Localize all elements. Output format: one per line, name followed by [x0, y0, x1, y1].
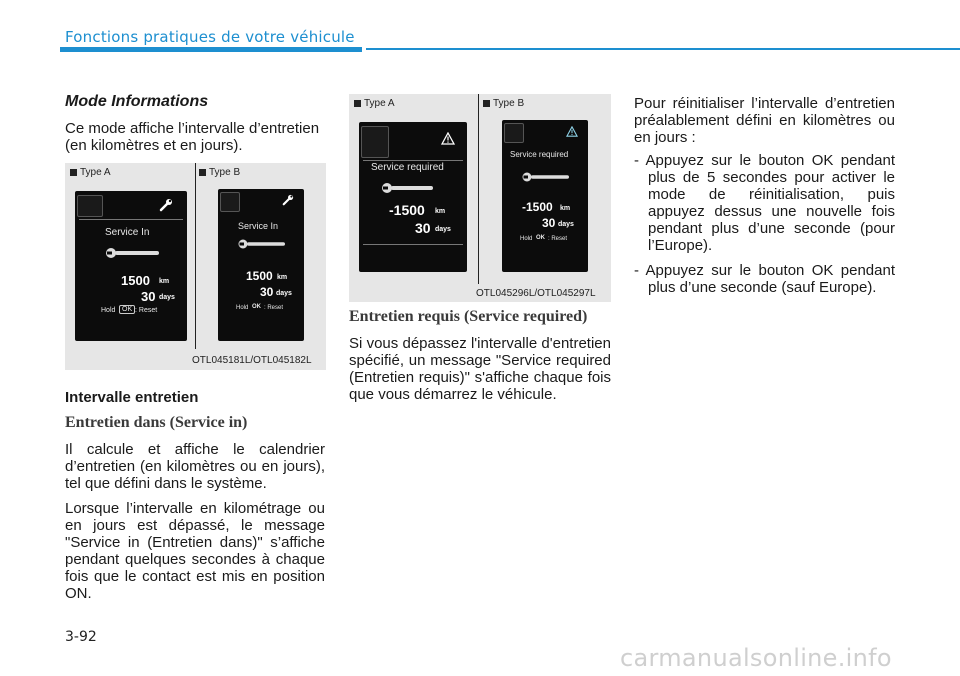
square-bullet-icon: [199, 169, 206, 176]
ok-badge: OK: [536, 235, 545, 241]
warning-triangle-icon: [441, 132, 455, 145]
service-required-title: Service required: [371, 162, 444, 173]
reset-intro-text: Pour réinitialiser l’intervalle d’entretien préalablement défini en kilomètres ou en jours :: [634, 95, 895, 146]
service-days-unit: days: [435, 226, 451, 233]
service-km-value: 1500: [121, 273, 150, 288]
service-days-unit: days: [558, 221, 574, 228]
watermark-text: carmanualsonline.info: [620, 644, 892, 672]
reset-text: : Reset: [264, 305, 284, 311]
figure-label-type-a: [354, 98, 395, 109]
service-days-unit: days: [276, 290, 292, 297]
figure-label-type-b: [199, 167, 240, 178]
maintenance-interval-heading: Intervalle entretien: [65, 389, 199, 406]
screen-separator: [363, 160, 463, 161]
square-bullet-icon: [70, 169, 77, 176]
header-rule-thin: [366, 48, 960, 50]
screen-indicator-box: [77, 195, 103, 217]
mode-intro-text: Ce mode affiche l’intervalle d’entretien (en kilomètres et en jours).: [65, 120, 320, 154]
right-column: [634, 95, 895, 304]
ok-badge: OK: [119, 305, 135, 314]
reset-step-non-europe: - Appuyez sur le bouton OK pendant plus d’une seconde (sauf Europe).: [634, 262, 895, 296]
figure-code: OTL045296L/OTL045297L: [476, 288, 596, 299]
service-km-value: -1500: [522, 200, 553, 214]
header-rule-thick: [60, 47, 362, 52]
square-bullet-icon: [354, 100, 361, 107]
cluster-screen-type-a: [359, 122, 467, 272]
label-text: Type B: [209, 167, 241, 178]
page-number: 3-92: [65, 629, 97, 645]
cluster-screen-type-b: [502, 120, 588, 272]
service-days-value: 30: [542, 216, 556, 230]
warning-triangle-icon: [566, 126, 578, 137]
wrench-icon: [159, 198, 173, 212]
screen-indicator-box: [361, 126, 389, 158]
service-days-unit: days: [159, 294, 175, 301]
screen-separator: [363, 244, 463, 245]
label-text: Type A: [364, 98, 395, 109]
service-km-unit: km: [435, 208, 446, 215]
hold-text: Hold: [520, 236, 533, 242]
middle-column: [349, 308, 611, 411]
figure-divider: [195, 163, 196, 349]
label-text: Type A: [80, 167, 111, 178]
figure-divider: [478, 94, 479, 284]
figure-code: OTL045181L/OTL045182L: [192, 355, 312, 366]
left-column: [65, 93, 325, 162]
service-days-value: 30: [141, 289, 156, 304]
service-km-unit: km: [277, 274, 288, 281]
service-required-heading: Entretien requis (Service required): [349, 308, 588, 325]
service-days-value: 30: [415, 220, 431, 236]
figure-service-in: [65, 163, 326, 370]
service-in-para-1: Il calcule et affiche le calendrier d’entretien (en kilomètres ou en jours), tel que défini dans le système.: [65, 441, 325, 492]
square-bullet-icon: [483, 100, 490, 107]
cluster-screen-type-a: [75, 191, 187, 341]
label-text: Type B: [493, 98, 525, 109]
screen-separator: [79, 219, 183, 220]
service-km-unit: km: [159, 278, 170, 285]
service-required-para: Si vous dépassez l'intervalle d'entretien spécifié, un message "Service required (Entretien requis)" s'affiche chaque fois que vous démarrez le véhicule.: [349, 335, 611, 403]
service-km-value: -1500: [389, 202, 425, 218]
hold-text: Hold: [101, 307, 116, 314]
service-in-para-2: Lorsque l’intervalle en kilométrage ou en jours est dépassé, le message "Service in (Entretien dans)" s’affiche pendant quelques secondes à chaque fois que le contact est mis en position ON.: [65, 500, 325, 602]
spanner-icon: [105, 247, 163, 259]
service-in-title: Service In: [105, 227, 150, 238]
cluster-screen-type-b: [218, 189, 304, 341]
figure-label-type-a: [70, 167, 111, 178]
reset-text: : Reset: [135, 307, 158, 314]
mode-informations-heading: Mode Informations: [65, 93, 209, 110]
spanner-icon: [238, 239, 288, 249]
service-km-unit: km: [560, 205, 571, 212]
spanner-icon: [522, 172, 572, 182]
service-required-title: Service required: [510, 150, 569, 159]
figure-label-type-b: [483, 98, 524, 109]
service-in-heading: Entretien dans (Service in): [65, 414, 248, 431]
screen-indicator-box: [504, 123, 524, 143]
figure-service-required: [349, 94, 611, 302]
service-km-value: 1500: [246, 269, 273, 283]
reset-step-europe: - Appuyez sur le bouton OK pendant plus de 5 secondes pour activer le mode de réinitialisation, puis appuyez dessus une nouvelle fois pendant plus d’une seconde (pour l’Europe).: [634, 152, 895, 254]
service-in-title: Service In: [238, 221, 279, 231]
ok-badge: OK: [252, 304, 261, 310]
spanner-icon: [381, 182, 437, 194]
screen-indicator-box: [220, 192, 240, 212]
reset-text: : Reset: [548, 236, 568, 242]
left-lower-column: [65, 389, 325, 610]
wrench-icon: [282, 194, 294, 206]
hold-text: Hold: [236, 305, 249, 311]
page-section-title: Fonctions pratiques de votre véhicule: [65, 28, 355, 46]
service-days-value: 30: [260, 285, 274, 299]
